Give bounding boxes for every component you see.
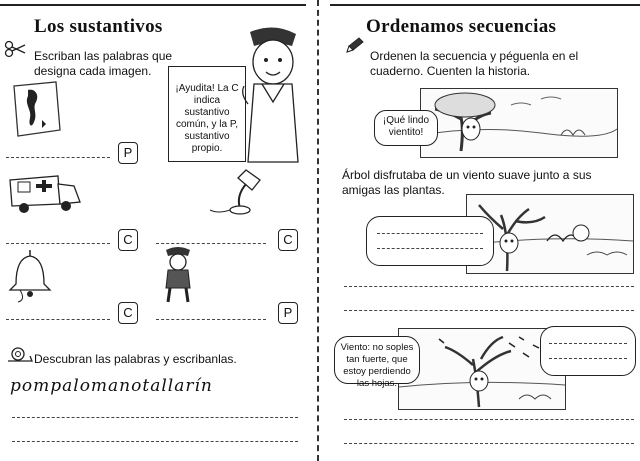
child-image [158, 244, 198, 304]
type-box-lamp: C [278, 229, 298, 251]
right-writing-line-2[interactable] [344, 310, 634, 311]
answer-line-map[interactable] [6, 157, 110, 158]
story-paragraph: Árbol disfrutaba de un viento suave junto a sus amigas las plantas. [342, 168, 592, 197]
type-box-ambulance: C [118, 229, 138, 251]
hidden-words-text: pompalomanotallarín [10, 376, 213, 396]
bubble-4-line-1[interactable] [549, 343, 627, 344]
map-image [10, 78, 62, 140]
speech-bubble-4[interactable] [540, 326, 636, 376]
boy-illustration [242, 24, 304, 164]
left-title: Los sustantivos [34, 16, 163, 37]
type-box-bell: C [118, 302, 138, 324]
writing-line-1[interactable] [12, 417, 298, 418]
bubble-2-line-2[interactable] [377, 248, 483, 249]
right-writing-line-3[interactable] [344, 419, 634, 420]
type-box-map: P [118, 142, 138, 164]
right-title: Ordenamos secuencias [366, 16, 557, 37]
bubble-2-line-1[interactable] [377, 233, 483, 234]
speech-bubble-1 [374, 110, 438, 146]
top-border-left [0, 4, 306, 6]
top-border-right [330, 4, 640, 6]
snail-icon [4, 346, 34, 362]
lamp-image [206, 166, 264, 218]
pencil-icon [345, 36, 365, 54]
speech-bubble-2[interactable] [366, 216, 494, 266]
type-box-child: P [278, 302, 298, 324]
speech-bubble-3-text: Viento: no soples tan fuerte, que estoy perdiendo las hojas. [340, 342, 414, 389]
help-bubble-text: ¡Ayudita! La C indica sustantivo común, y la P, sustantivo propio. [175, 83, 239, 154]
writing-line-2[interactable] [12, 441, 298, 442]
bubble-4-line-2[interactable] [549, 358, 627, 359]
right-instruction: Ordenen la secuencia y péguenla en el cuaderno. Cuenten la historia. [370, 49, 579, 78]
answer-line-child[interactable] [156, 319, 266, 320]
bell-image [6, 248, 54, 304]
left-instruction-2: Descubran las palabras y escribanlas. [34, 352, 237, 366]
scissors-icon [4, 40, 26, 58]
help-bubble [168, 66, 246, 162]
answer-line-bell[interactable] [6, 319, 110, 320]
speech-bubble-3 [334, 336, 420, 389]
right-writing-line-4[interactable] [344, 443, 634, 444]
left-instruction-1: Escriban las palabras que designa cada imagen. [34, 49, 173, 78]
speech-bubble-1-text: ¡Qué lindo vientito! [382, 115, 430, 138]
sequence-frame-1 [420, 88, 618, 158]
page-divider [317, 0, 319, 461]
ambulance-image [6, 170, 84, 218]
right-writing-line-1[interactable] [344, 286, 634, 287]
answer-line-ambulance[interactable] [6, 243, 110, 244]
